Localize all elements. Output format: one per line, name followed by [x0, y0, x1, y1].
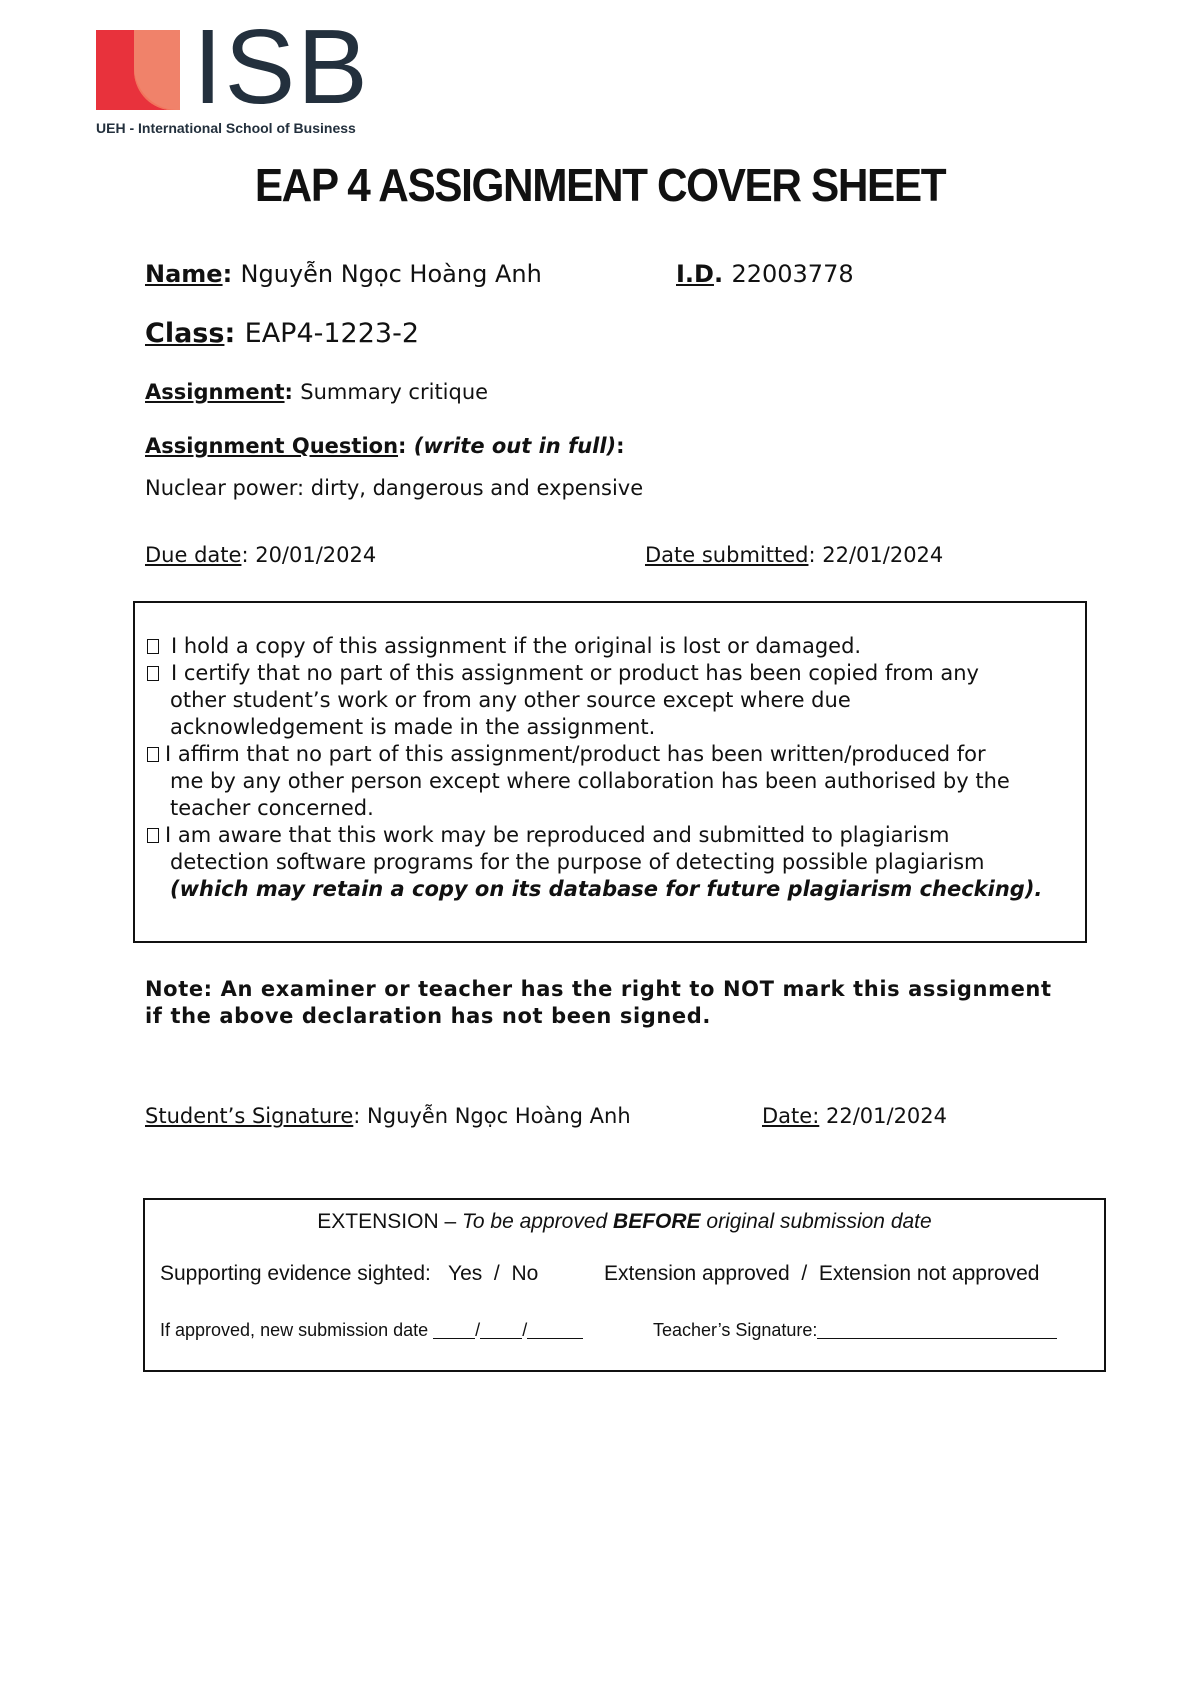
- declaration-item: [147, 741, 986, 768]
- declaration-box: [133, 601, 1087, 943]
- signature-date-row: [762, 1104, 947, 1128]
- signature-date-label: Date:: [762, 1104, 820, 1128]
- declaration-emphasis: (which may retain a copy on its database for future plagiarism checking).: [170, 877, 1043, 901]
- checkbox-icon[interactable]: [147, 639, 159, 654]
- assignment-question-hint: (write out in full): [413, 434, 617, 458]
- due-date-row: Due date: 20/01/2024: [145, 543, 377, 567]
- page-title: EAP 4 ASSIGNMENT COVER SHEET: [254, 159, 946, 211]
- date-submitted-label: Date submitted: [645, 543, 809, 567]
- declaration-line: detection software programs for the purpose of detecting possible plagiarism: [170, 850, 985, 874]
- new-date-year-field[interactable]: [527, 1320, 583, 1339]
- declaration-line: I am aware that this work may be reproduced and submitted to plagiarism: [165, 823, 950, 847]
- evidence-yes[interactable]: Yes: [447, 1262, 483, 1285]
- separator: /: [801, 1262, 808, 1285]
- name-row: Name: Nguyễn Ngọc Hoàng Anh: [145, 260, 542, 288]
- logo-subtitle: UEH - International School of Business: [96, 120, 356, 136]
- new-date-label: If approved, new submission date: [160, 1320, 429, 1340]
- declaration-line: other student’s work or from any other source except where due: [170, 688, 851, 712]
- declaration-line: I certify that no part of this assignment or product has been copied from any: [171, 661, 979, 685]
- due-date-value: 20/01/2024: [255, 543, 377, 567]
- name-value: Nguyễn Ngọc Hoàng Anh: [240, 260, 542, 288]
- date-submitted-value: 22/01/2024: [822, 543, 944, 567]
- assignment-question-value: Nuclear power: dirty, dangerous and expensive: [145, 476, 644, 500]
- extension-subheading-pre: To be approved: [462, 1210, 608, 1233]
- due-date-label: Due date: [145, 543, 242, 567]
- separator: /: [493, 1262, 500, 1285]
- evidence-row: [160, 1262, 538, 1286]
- class-label: Class: [145, 318, 225, 349]
- assignment-question-label: Assignment Question: [145, 434, 399, 458]
- student-signature-value: Nguyễn Ngọc Hoàng Anh: [367, 1104, 631, 1128]
- assignment-question-row: Assignment Question: (write out in full):: [145, 434, 625, 458]
- name-label: Name: [145, 260, 223, 288]
- declaration-line: teacher concerned.: [170, 796, 374, 820]
- signature-date-value: 22/01/2024: [825, 1104, 948, 1128]
- note: [145, 976, 1052, 1030]
- evidence-no[interactable]: No: [511, 1262, 539, 1285]
- id-value: 22003778: [731, 260, 854, 288]
- extension-heading-label: EXTENSION: [317, 1210, 439, 1233]
- new-date-month-field[interactable]: [480, 1320, 522, 1339]
- assignment-value: Summary critique: [300, 380, 489, 404]
- extension-subheading-bold: BEFORE: [613, 1210, 701, 1233]
- id-label: I.D: [676, 260, 714, 288]
- teacher-signature-field[interactable]: [817, 1320, 1057, 1339]
- approval-row: [604, 1262, 1039, 1286]
- declaration-line: I affirm that no part of this assignment/product has been written/produced for: [165, 742, 986, 766]
- checkbox-icon[interactable]: [147, 747, 159, 762]
- note-line: Note: An examiner or teacher has the right to NOT mark this assignment: [145, 977, 1052, 1001]
- id-row: I.D. 22003778: [676, 260, 854, 288]
- extension-box: [143, 1198, 1106, 1372]
- teacher-signature-row: [653, 1320, 1057, 1341]
- declaration-line: I hold a copy of this assignment if the original is lost or damaged.: [171, 634, 862, 658]
- declaration-line: me by any other person except where collaboration has been authorised by the: [170, 769, 1010, 793]
- extension-approved[interactable]: Extension approved: [604, 1262, 790, 1285]
- checkbox-icon[interactable]: [147, 828, 159, 843]
- declaration-item: [147, 633, 861, 660]
- class-row: Class: EAP4-1223-2: [145, 318, 420, 349]
- class-value: EAP4-1223-2: [244, 318, 420, 349]
- date-submitted-row: Date submitted: 22/01/2024: [645, 543, 944, 567]
- extension-subheading-post: original submission date: [706, 1210, 932, 1233]
- extension-not-approved[interactable]: Extension not approved: [818, 1262, 1040, 1285]
- extension-dash: –: [444, 1210, 457, 1233]
- logo-wordmark: ISB: [193, 8, 370, 126]
- new-date-row: If approved, new submission date / /: [160, 1320, 583, 1341]
- assignment-label: Assignment: [145, 380, 285, 404]
- evidence-label: Supporting evidence sighted:: [160, 1262, 431, 1285]
- new-date-day-field[interactable]: [433, 1320, 475, 1339]
- checkbox-icon[interactable]: [147, 666, 159, 681]
- declaration-item: [147, 822, 949, 849]
- student-signature-label: Student’s Signature: [145, 1104, 354, 1128]
- extension-heading: [145, 1210, 1104, 1234]
- declaration-line: acknowledgement is made in the assignment.: [170, 715, 656, 739]
- logo-mark-icon: [96, 30, 180, 110]
- assignment-row: Assignment: Summary critique: [145, 380, 489, 404]
- teacher-signature-label: Teacher’s Signature:: [653, 1320, 818, 1340]
- student-signature-row: Student’s Signature: Nguyễn Ngọc Hoàng Anh: [145, 1104, 631, 1128]
- declaration-item: [147, 660, 979, 687]
- note-line: if the above declaration has not been signed.: [145, 1004, 711, 1028]
